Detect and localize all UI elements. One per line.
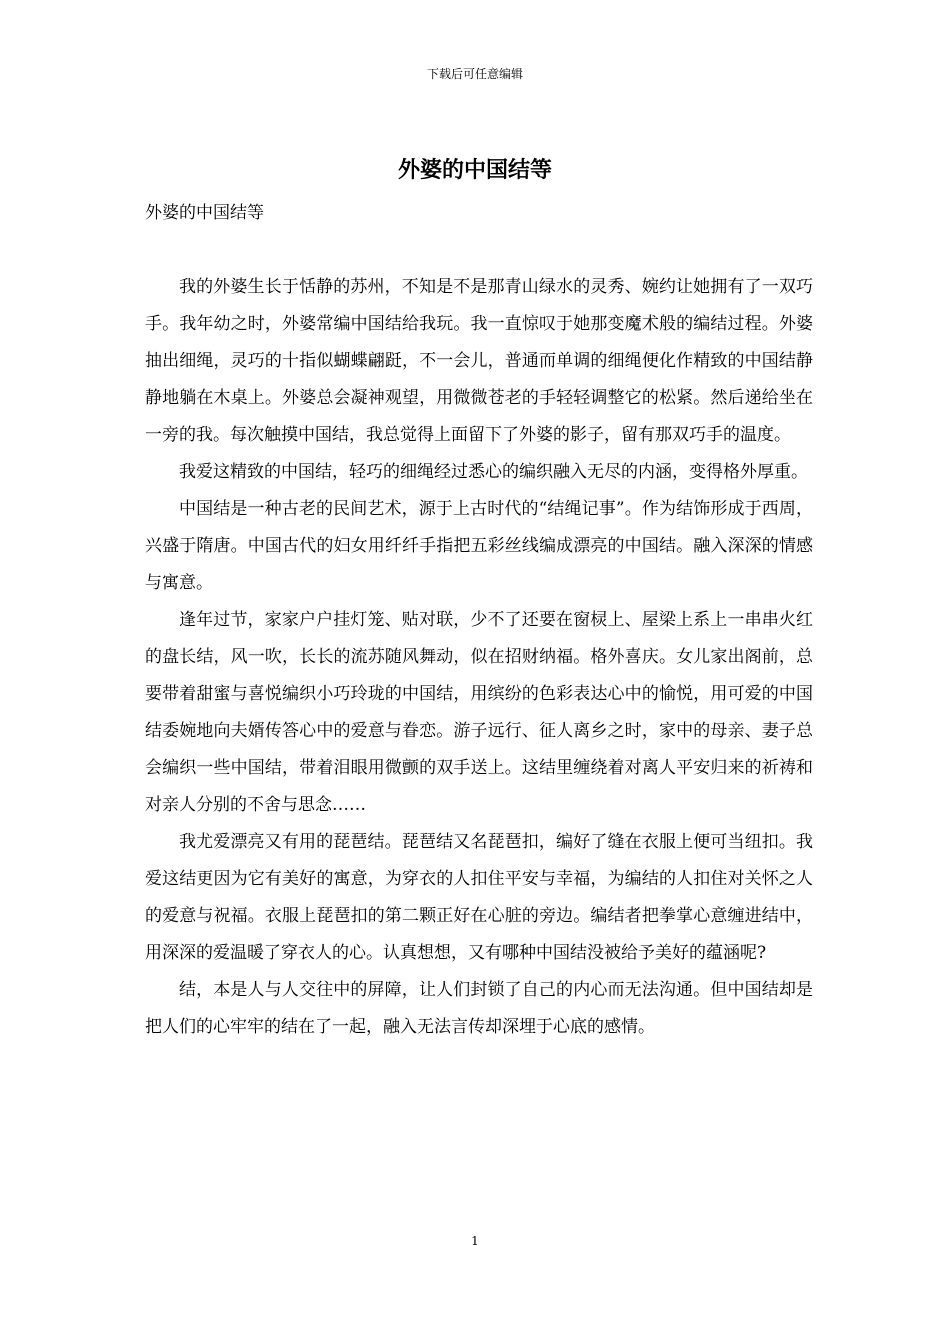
- paragraph: 中国结是一种古老的民间艺术，源于上古时代的“结绳记事”。作为结饰形成于西周，兴盛于隋唐。中国古代的妇女用纤纤手指把五彩丝线编成漂亮的中国结。融入深深的情感与寓意。: [145, 499, 813, 593]
- document-body: [145, 269, 813, 1046]
- paragraph: 结，本是人与人交往中的屏障，让人们封锁了自己的内心而无法沟通。但中国结却是把人们的心牢牢的结在了一起，融入无法言传却深埋于心底的感情。: [145, 980, 813, 1037]
- document-subtitle: 外婆的中国结等: [145, 203, 264, 223]
- paragraph: 我爱这精致的中国结，轻巧的细绳经过悉心的编织融入无尽的内涵，变得格外厚重。: [179, 462, 808, 482]
- paragraph: 我尤爱漂亮又有用的琵琶结。琵琶结又名琵琶扣，编好了缝在衣服上便可当纽扣。我爱这结更因为它有美好的寓意，为穿衣的人扣住平安与幸福，为编结的人扣住对关怀之人的爱意与祝福。衣服上琵琶扣的第二颗正好在心脏的旁边。编结者把拳掌心意缠进结中，用深深的爱温暖了穿衣人的心。认真想想，又有哪种中国结没被给予美好的蕴涵呢?: [145, 832, 813, 963]
- document-title: 外婆的中国结等: [397, 157, 552, 183]
- page-header-note: 下载后可任意编辑: [426, 67, 523, 81]
- page-number: 1: [471, 1234, 479, 1248]
- paragraph: 逢年过节，家家户户挂灯笼、贴对联，少不了还要在窗棂上、屋梁上系上一串串火红的盘长结，风一吹，长长的流苏随风舞动，似在招财纳福。格外喜庆。女儿家出阁前，总要带着甜蜜与喜悦编织小巧玲珑的中国结，用缤纷的色彩表达心中的愉悦，用可爱的中国结委婉地向夫婿传答心中的爱意与眷恋。游子远行、征人离乡之时，家中的母亲、妻子总会编织一些中国结，带着泪眼用微颤的双手送上。这结里缠绕着对离人平安归来的祈祷和对亲人分别的不舍与思念……: [145, 610, 813, 815]
- paragraph: 我的外婆生长于恬静的苏州，不知是不是那青山绿水的灵秀、婉约让她拥有了一双巧手。我年幼之时，外婆常编中国结给我玩。我一直惊叹于她那变魔术般的编结过程。外婆抽出细绳，灵巧的十指似蝴蝶翩跹，不一会儿，普通而单调的细绳便化作精致的中国结静静地躺在木桌上。外婆总会凝神观望，用微微苍老的手轻轻调整它的松紧。然后递给坐在一旁的我。每次触摸中国结，我总觉得上面留下了外婆的影子，留有那双巧手的温度。: [145, 277, 813, 445]
